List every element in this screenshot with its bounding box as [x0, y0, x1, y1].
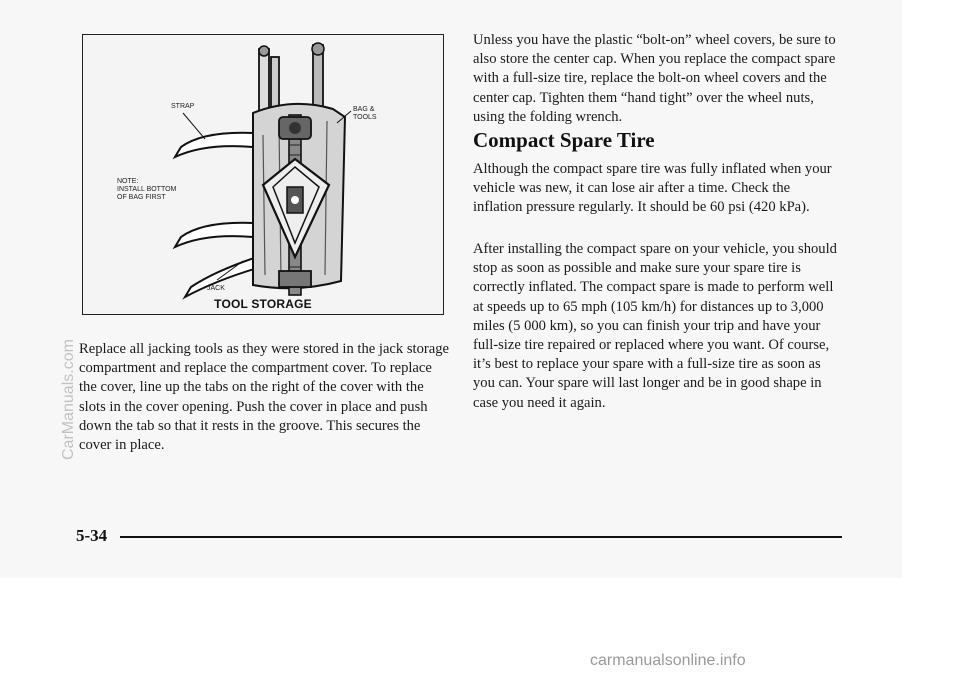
figure-caption: TOOL STORAGE — [214, 297, 312, 311]
strap-label: STRAP — [171, 103, 195, 110]
bag-tools-label: BAG & TOOLS — [353, 106, 377, 121]
jacking-tools-paragraph: Replace all jacking tools as they were stored in the jack storage compartment and replace the compartment cover. To replace the cover, line up the tabs on the right of the cover with the slots in the cover opening. Push the cover in place and push down the tab so that it rests in the groove. This secures the cover in place. — [79, 341, 449, 454]
section-heading: Compact Spare Tire — [473, 128, 655, 152]
footer-rule — [120, 536, 842, 538]
side-watermark: CarManuals.com — [60, 339, 77, 460]
page-number: 5-34 — [76, 526, 108, 545]
wheel-covers-paragraph: Unless you have the plastic “bolt-on” wheel covers, be sure to also store the center cap. When you replace the compact spare with a full-size tire, replace the bolt-on wheel covers and the center cap. Tighten them “hand tight” over the wheel nuts, using the folding wrench. — [473, 32, 836, 125]
install-note-label: NOTE: INSTALL BOTTOM OF BAG FIRST — [117, 178, 177, 201]
tool-storage-illustration — [83, 35, 443, 314]
tool-storage-figure — [82, 34, 444, 315]
bottom-watermark: carmanualsonline.info — [590, 652, 746, 669]
spare-usage-paragraph: After installing the compact spare on your vehicle, you should stop as soon as possible and make sure your spare tire is correctly inflated. The compact spare is made to perform well at speeds up to 65 mph (105 km/h) for distances up to 3,000 miles (5 000 km), so you can finish your trip and have your full-size tire repaired or replaced where you want. Of course, it’s best to replace your spare with a full-size tire as soon as you can. Your spare will last longer and be in good shape in case you need it again. — [473, 241, 837, 411]
jack-label: JACK — [207, 285, 225, 292]
inflation-paragraph: Although the compact spare tire was fully inflated when your vehicle was new, it can lose air after a time. Check the inflation pressure regularly. It should be 60 psi (420 kPa). — [473, 161, 832, 216]
